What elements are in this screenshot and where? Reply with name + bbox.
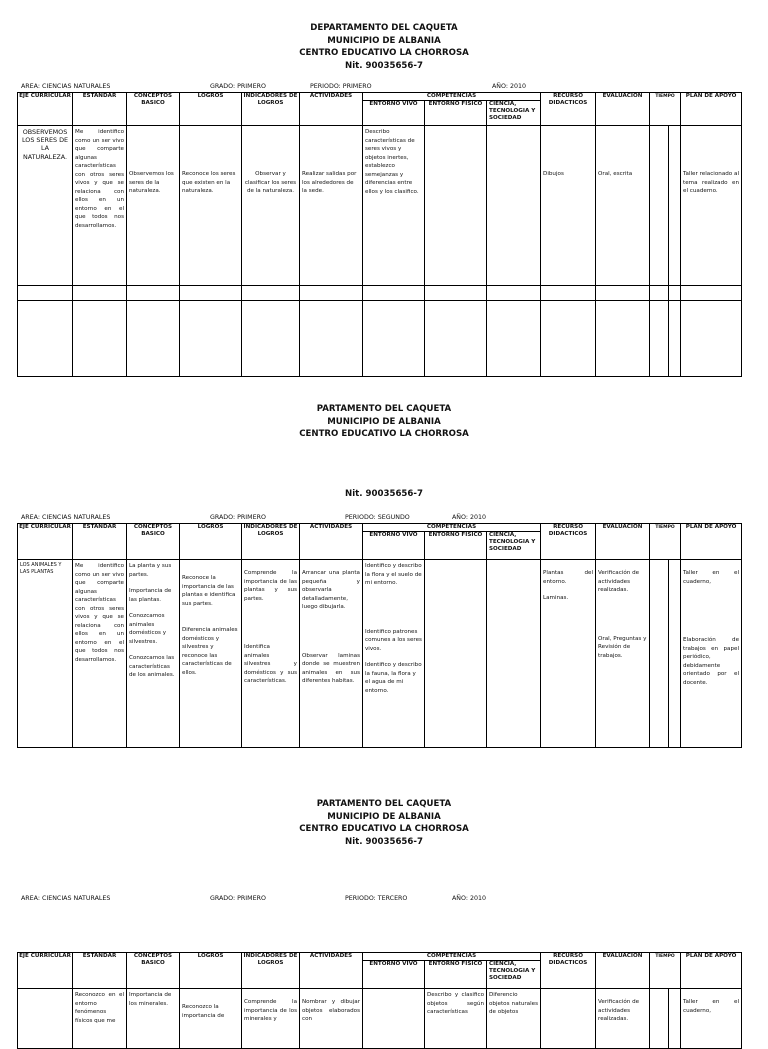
th-tiempo: TIEMPO <box>650 93 681 126</box>
area-label: AREA: CIENCIAS NATURALES <box>21 83 111 90</box>
th-estandar: ESTANDAR <box>73 93 127 126</box>
th-plan: PLAN DE APOYO <box>681 953 742 989</box>
cell-entorno-vivo: Describo características de seres vivos y objetos inertes, establezco semejanzas y diferencias entre ellos y los clasifico. <box>363 126 425 286</box>
logro-item: Reconoce la importancia de las plantas e identifica sus partes. <box>182 575 236 607</box>
th-indicadores: INDICADORES DE LOGROS <box>242 953 300 989</box>
cell-entorno-fisico: Describo y clasifico objetos según características <box>425 989 487 1049</box>
th-recurso: RECURSO DIDACTICOS <box>541 93 596 126</box>
header-line: PARTAMENTO DEL CAQUETA <box>316 799 452 809</box>
th-conceptos: CONCEPTOS BASICO <box>127 93 180 126</box>
cell-actividades: Realizar salidas por los alrededores de la sede. <box>300 126 363 286</box>
th-logros: LOGROS <box>180 93 242 126</box>
anio-label: AÑO: 2010 <box>452 514 487 521</box>
cell-ciencia: Diferencio objetos naturales de objetos <box>487 989 541 1049</box>
th-actividades: ACTIVIDADES <box>300 524 363 560</box>
th-actividades: ACTIVIDADES <box>300 953 363 989</box>
entorno-item: Identifico y describo la fauna, la flora y el agua de mi entorno. <box>365 662 422 694</box>
recurso-item: Laminas. <box>543 595 569 601</box>
plan-item: Taller en el cuaderno, <box>683 570 740 585</box>
cell-eje: OBSERVEMOS LOS SERES DE LA NATURALEZA. <box>18 126 73 286</box>
periodo-label: PERIODO: TERCERO <box>345 895 408 902</box>
th-recurso: RECURSO DIDACTICOS <box>541 524 596 560</box>
periodo-label: PERIODO: PRIMERO <box>310 83 372 90</box>
actividad-item: Observar laminas donde se muestren animales en sus diferentes habitas. <box>302 652 360 684</box>
concepto-item: La planta y sus partes. <box>129 563 172 578</box>
th-entorno-fisico: ENTORNO FISICO <box>425 101 487 126</box>
plan-item: Elaboración de trabajos en papel periódico, debidamente orientado por el docente. <box>683 637 740 686</box>
area-label: AREA: CIENCIAS NATURALES <box>21 514 111 521</box>
header-line: CENTRO EDUCATIVO LA CHORROSA <box>299 824 469 834</box>
section2-table <box>17 523 742 748</box>
periodo-label: PERIODO: SEGUNDO <box>345 514 410 521</box>
cell-plan: Taller en el cuaderno, <box>681 989 742 1049</box>
section2-nit: Nit. 90035656-7 <box>345 489 423 499</box>
th-eje: EJE CURRICULAR <box>18 953 73 989</box>
th-ciencia: CIENCIA, TECNOLOGIA Y SOCIEDAD <box>487 532 541 560</box>
header-line: CENTRO EDUCATIVO LA CHORROSA <box>299 48 469 58</box>
cell-logros <box>180 560 242 748</box>
cell-conceptos: Importancia de los minerales. <box>127 989 180 1049</box>
cell-estandar: Me identifico como un ser vivo que comparte algunas características con otros seres vivos y que se relaciona con ellos en un entorno en el que todos nos desarrollamos. <box>73 126 127 286</box>
cell-ciencia <box>487 126 541 286</box>
th-logros: LOGROS <box>180 953 242 989</box>
th-plan: PLAN DE APOYO <box>681 524 742 560</box>
th-recurso: RECURSO DIDACTICOS <box>541 953 596 989</box>
section3-table <box>17 952 742 1049</box>
cell-estandar: Me identifico como un ser vivo que comparte algunas características con otros seres vivos y que se relaciona con ellos en un entorno en el que todos nos desarrollamos. <box>73 560 127 748</box>
cell-estandar: Reconozco en el entorno fenómenos físicos que me <box>73 989 127 1049</box>
cell-evaluacion: Verificación de actividades realizadas. <box>596 989 650 1049</box>
cell-actividades: Nombrar y dibujar objetos elaborados con <box>300 989 363 1049</box>
section2-header <box>0 403 768 441</box>
cell-recurso: Dibujos <box>541 126 596 286</box>
cell-plan <box>681 560 742 748</box>
header-line: Nit. 90035656-7 <box>345 60 423 71</box>
cell-entorno-vivo <box>363 560 425 748</box>
actividad-item: Arrancar una planta pequeña y observarla detalladamente, luego dibujarla. <box>302 570 360 610</box>
recurso-item: Plantas del entorno. <box>543 570 594 585</box>
grado-label: GRADO: PRIMERO <box>210 514 266 521</box>
cell-tiempo-b <box>669 560 681 748</box>
section1-table <box>17 92 742 377</box>
cell-conceptos: Observemos los seres de la naturaleza. <box>127 126 180 286</box>
entorno-item: Identifico y describo la flora y el suelo de mi entorno. <box>365 563 422 586</box>
th-ciencia: CIENCIA, TECNOLOGIA Y SOCIEDAD <box>487 961 541 989</box>
th-estandar: ESTANDAR <box>73 524 127 560</box>
evaluacion-item: Verificación de actividades realizadas. <box>598 570 640 593</box>
cell-tiempo-a <box>650 126 669 286</box>
header-line: DEPARTAMENTO DEL CAQUETA <box>310 23 458 33</box>
th-indicadores: INDICADORES DE LOGROS <box>242 524 300 560</box>
concepto-item: Conozcamos animales domésticos y silvestres. <box>129 613 167 645</box>
cell-plan: Taller relacionado al tema realizado en el cuaderno. <box>681 126 742 286</box>
th-indicadores: INDICADORES DE LOGROS <box>242 93 300 126</box>
header-line: MUNICIPIO DE ALBANIA <box>327 811 441 822</box>
cell-eje <box>18 989 73 1049</box>
cell-tiempo-b <box>669 989 681 1049</box>
th-evaluacion: EVALUACIÓN <box>596 953 650 989</box>
cell-eje: LOS ANIMALES Y LAS PLANTAS <box>18 560 73 748</box>
cell-recurso <box>541 989 596 1049</box>
entorno-item: Identifico patrones comunes a los seres vivos. <box>365 628 422 652</box>
cell-evaluacion <box>596 560 650 748</box>
cell-conceptos <box>127 560 180 748</box>
th-estandar: ESTANDAR <box>73 953 127 989</box>
th-eje: EJE CURRICULAR <box>18 93 73 126</box>
cell-ciencia <box>487 560 541 748</box>
header-line: MUNICIPIO DE ALBANIA <box>327 416 441 427</box>
logro-item: Diferencia animales domésticos y silvestres y reconoce las características de ellos. <box>182 627 238 676</box>
cell-entorno-fisico <box>425 560 487 748</box>
grado-label: GRADO: PRIMERO <box>210 895 266 902</box>
th-competencias: COMPETENCIAS <box>363 93 541 101</box>
concepto-item: Conozcamos las características de los animales. <box>129 655 175 678</box>
th-conceptos: CONCEPTOS BASICO <box>127 953 180 989</box>
th-actividades: ACTIVIDADES <box>300 93 363 126</box>
section1-header <box>0 22 768 72</box>
th-ciencia: CIENCIA, TECNOLOGIA Y SOCIEDAD <box>487 101 541 126</box>
header-line: PARTAMENTO DEL CAQUETA <box>316 404 452 414</box>
concepto-item: Importancia de las plantas. <box>129 588 172 603</box>
cell-tiempo-a <box>650 560 669 748</box>
cell-indicadores: Observar y clasificar los seres de la naturaleza. <box>242 126 300 286</box>
th-entorno-vivo: ENTORNO VIVO <box>363 532 425 560</box>
section3-header <box>0 798 768 848</box>
anio-label: AÑO: 2010 <box>452 895 487 902</box>
cell-logros: Reconozco la importancia de <box>180 989 242 1049</box>
th-eje: EJE CURRICULAR <box>18 524 73 560</box>
cell-recurso <box>541 560 596 748</box>
th-tiempo: TIEMPO <box>650 953 681 989</box>
grado-label: GRADO: PRIMERO <box>210 83 266 90</box>
area-label: AREA: CIENCIAS NATURALES <box>21 895 111 902</box>
th-entorno-vivo: ENTORNO VIVO <box>363 961 425 989</box>
header-line: CENTRO EDUCATIVO LA CHORROSA <box>299 429 469 439</box>
th-evaluacion: EVALUACIÓN <box>596 93 650 126</box>
evaluacion-item: Oral, Preguntas y Revisión de trabajos. <box>598 635 647 659</box>
th-entorno-fisico: ENTORNO FISICO <box>425 961 487 989</box>
cell-logros: Reconoce los seres que existen en la naturaleza. <box>180 126 242 286</box>
th-entorno-vivo: ENTORNO VIVO <box>363 101 425 126</box>
indicador-item: Comprende la importancia de las plantas y sus partes. <box>244 570 297 602</box>
anio-label: AÑO: 2010 <box>492 83 527 90</box>
th-plan: PLAN DE APOYO <box>681 93 742 126</box>
cell-tiempo-a <box>650 989 669 1049</box>
cell-tiempo-b <box>669 126 681 286</box>
th-conceptos: CONCEPTOS BASICO <box>127 524 180 560</box>
cell-indicadores: Comprende la importancia de los minerales y <box>242 989 300 1049</box>
section3-meta <box>0 895 768 905</box>
th-entorno-fisico: ENTORNO FISICO <box>425 532 487 560</box>
cell-actividades <box>300 560 363 748</box>
indicador-item: Identifica animales silvestres y domésticos y sus características. <box>244 644 297 684</box>
cell-evaluacion: Oral, escrita <box>596 126 650 286</box>
header-line: MUNICIPIO DE ALBANIA <box>327 35 441 46</box>
cell-entorno-fisico <box>425 126 487 286</box>
cell-entorno-vivo <box>363 989 425 1049</box>
th-tiempo: TIEMPO <box>650 524 681 560</box>
th-logros: LOGROS <box>180 524 242 560</box>
header-line: Nit. 90035656-7 <box>345 836 423 847</box>
cell-indicadores <box>242 560 300 748</box>
th-evaluacion: EVALUACIÓN <box>596 524 650 560</box>
th-competencias: COMPETENCIAS <box>363 953 541 961</box>
th-competencias: COMPETENCIAS <box>363 524 541 532</box>
